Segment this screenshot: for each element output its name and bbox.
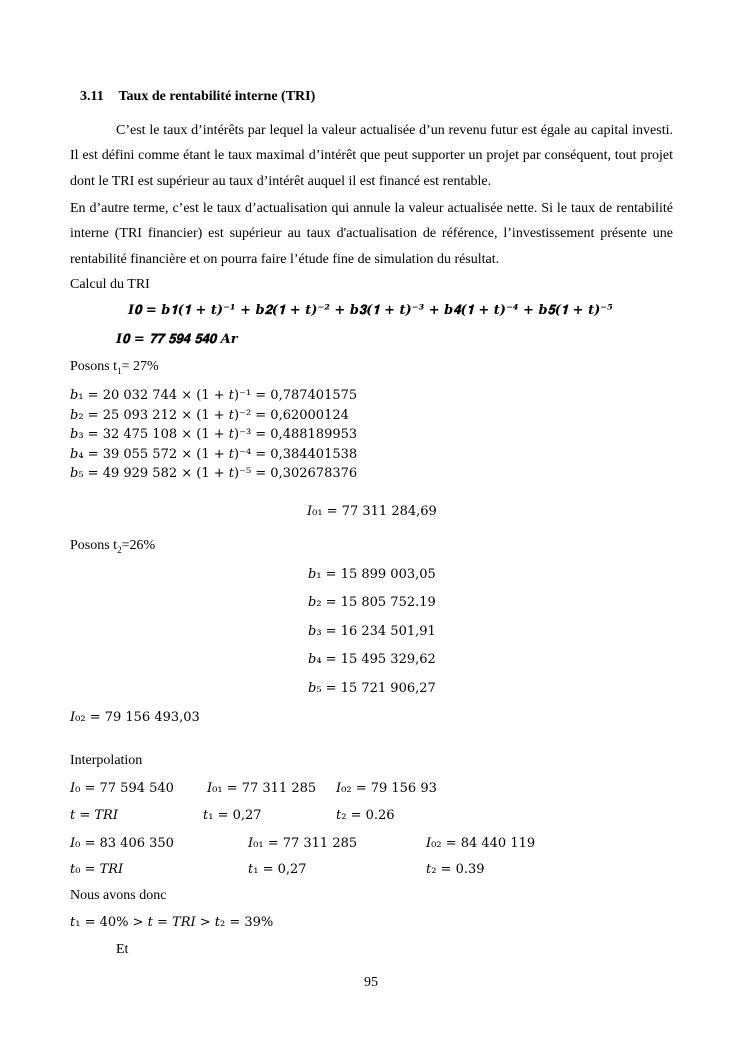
intro-paragraph (70, 118, 673, 194)
tri-formula: 𝑰𝟎 = 𝒃𝟏(𝟏 + 𝒕)⁻¹ + 𝒃𝟐(𝟏 + 𝒕)⁻² + 𝒃𝟑(𝟏 + 𝒕)⁻³ + 𝒃𝟒(𝟏 + 𝒕)⁻⁴ + 𝒃𝟓(𝟏 + 𝒕)⁻⁵ (128, 303, 613, 318)
b5-line: 𝑏₅ = 49 929 582 × (1 + 𝑡)⁻⁵ = 0,302678376 (70, 466, 358, 482)
section-number: 3.11 (80, 89, 104, 104)
posons-t1-sub: 1 (117, 365, 122, 376)
b1-line: 𝑏₁ = 20 032 744 × (1 + 𝑡)⁻¹ = 0,787401575 (70, 388, 358, 403)
posons-t2-rest: =26% (121, 538, 156, 553)
interp-r2-c2: 𝑡₁ = 0,27 (203, 808, 262, 823)
section-title: Taux de rentabilité interne (TRI) (118, 89, 316, 104)
b2-line-1: 𝑏₁ = 15 899 003,05 (308, 567, 436, 582)
interp-r4-c2: 𝑡₁ = 0,27 (248, 862, 307, 877)
interp-r4-c1: 𝑡₀ = 𝑇𝑅𝐼 (70, 862, 124, 877)
posons-t2-label: Posons t (70, 538, 118, 553)
nous-avons-donc: Nous avons donc (70, 888, 167, 903)
calc-label: Calcul du TRI (70, 277, 150, 292)
tri-inequality: 𝑡₁ = 40% > 𝑡 = 𝑇𝑅𝐼 > 𝑡₂ = 39% (70, 915, 274, 930)
b2-line: 𝑏₂ = 25 093 212 × (1 + 𝑡)⁻² = 0,62000124 (70, 407, 349, 423)
b2-line-4: 𝑏₄ = 15 495 329,62 (308, 652, 436, 667)
posons-t2 (70, 538, 155, 554)
second-text: En d’autre terme, c’est le taux d’actualisation qui annule la valeur actualisée nette. Si le taux de rentabilité interne (TRI financier) est supérieur au taux d'actualisation de référence, l’investissement présente une rentabilité financière et on pourra faire l’étude fine de simulation du résultat. (70, 201, 673, 267)
interp-r2-c1: 𝑡 = 𝑇𝑅𝐼 (70, 808, 118, 823)
interp-r3-c2: 𝐼₀₁ = 77 311 285 (248, 836, 358, 851)
interp-r4-c3: 𝑡₂ = 0.39 (426, 862, 485, 877)
interp-r1-c3: 𝐼₀₂ = 79 156 93 (336, 781, 437, 796)
i02-result: 𝐼₀₂ = 79 156 493,03 (70, 710, 200, 725)
posons-t1-rest: = 27% (121, 359, 159, 374)
page-number: 95 (364, 975, 378, 990)
interpolation-label: Interpolation (70, 753, 143, 768)
interp-r2-c3: 𝑡₂ = 0.26 (336, 808, 395, 823)
b3-line: 𝑏₃ = 32 475 108 × (1 + 𝑡)⁻³ = 0,488189953 (70, 427, 358, 443)
b4-line: 𝑏₄ = 39 055 572 × (1 + 𝑡)⁻⁴ = 0,384401538 (70, 446, 358, 462)
b2-line-3: 𝑏₃ = 16 234 501,91 (308, 624, 436, 639)
interp-r1-c2: 𝐼₀₁ = 77 311 285 (207, 781, 317, 796)
b-lines-1 (70, 386, 357, 484)
b2-line-5: 𝑏₅ = 15 721 906,27 (308, 681, 436, 696)
second-paragraph (70, 196, 673, 272)
et-text: Et (116, 942, 129, 957)
intro-text: C’est le taux d’intérêts par lequel la valeur actualisée d’un revenu futur est égale au capital investi. Il est défini comme étant le taux maximal d’intérêt que peut supporter un projet par conséquent, tout projet dont le TRI est supérieur au taux d’intérêt auquel il est financé est rentable. (70, 123, 673, 189)
posons-t2-sub: 2 (117, 544, 122, 555)
interp-r3-c1: 𝐼₀ = 83 406 350 (70, 836, 174, 851)
section-heading (80, 89, 315, 105)
i0-value: 𝑰𝟎 = 𝟕𝟕 𝟓𝟗𝟒 𝟓𝟒𝟎 𝑨𝒓 (116, 332, 238, 347)
posons-t1 (70, 359, 159, 375)
i01-result: 𝐼₀₁ = 77 311 284,69 (307, 504, 437, 519)
interp-r3-c3: 𝐼₀₂ = 84 440 119 (426, 836, 536, 851)
b2-line-2: 𝑏₂ = 15 805 752.19 (308, 595, 436, 610)
interp-r1-c1: 𝐼₀ = 77 594 540 (70, 781, 174, 796)
posons-t1-label: Posons t (70, 359, 118, 374)
